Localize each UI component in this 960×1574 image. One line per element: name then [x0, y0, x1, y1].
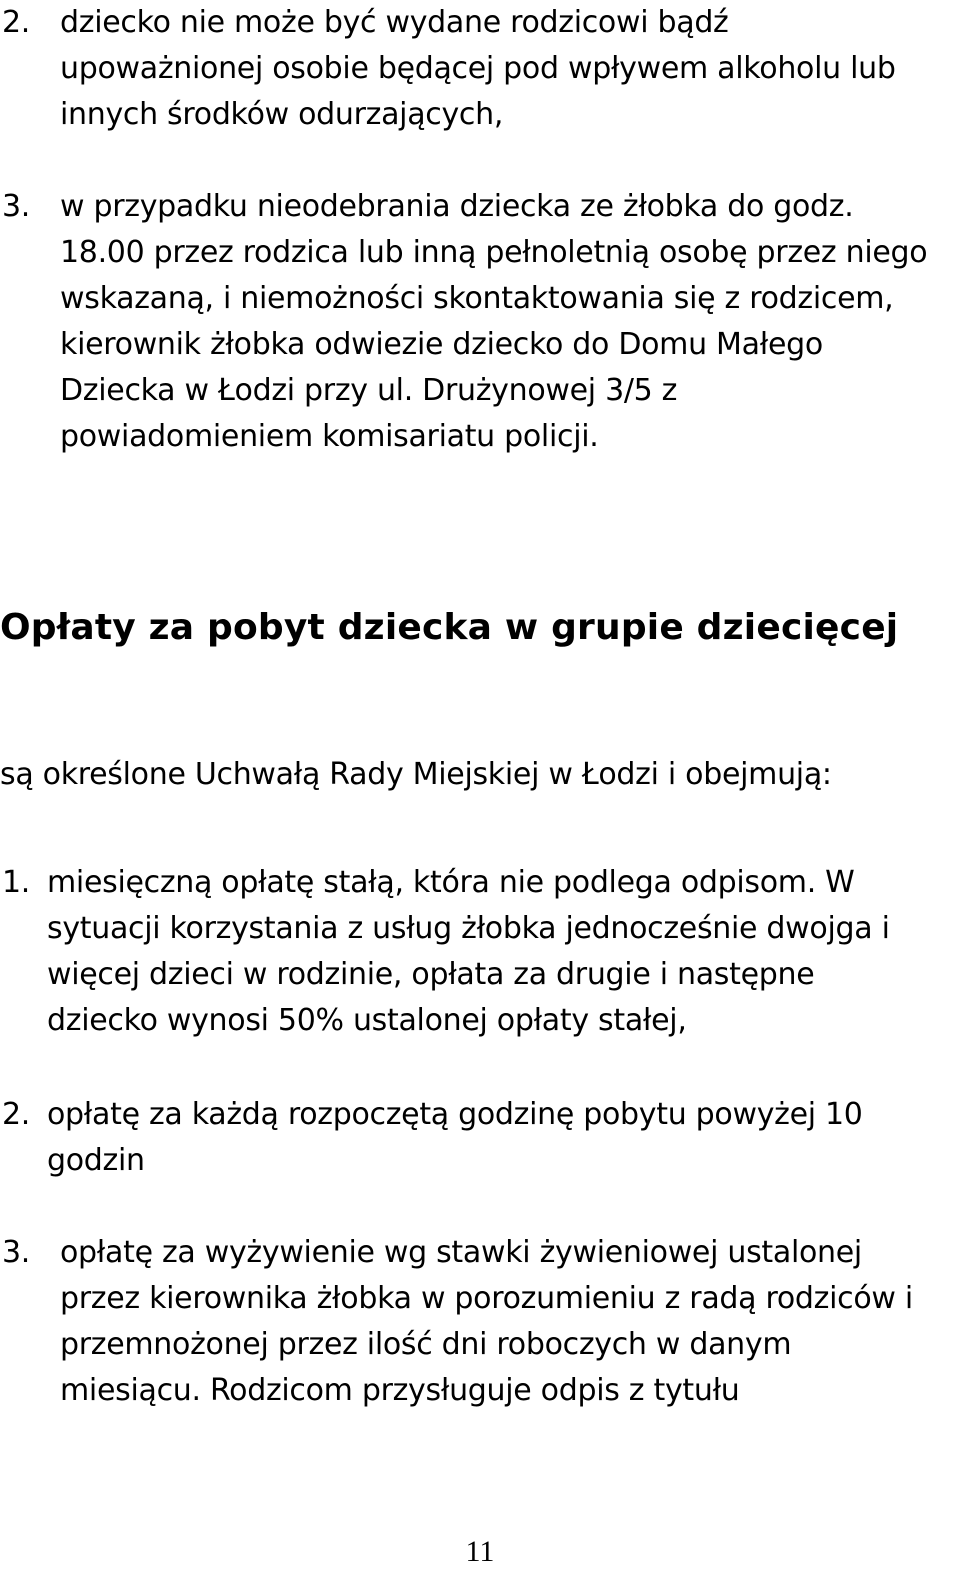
list-item — [2, 1230, 913, 1414]
text-line: upoważnionej osobie będącej pod wpływem alkoholu lub — [60, 51, 896, 86]
list-item-text — [2, 184, 927, 460]
intro-text: są określone Uchwałą Rady Miejskiej w Łodzi i obejmują: — [0, 757, 832, 792]
text-line: powiadomieniem komisariatu policji. — [60, 419, 599, 454]
text-line: sytuacji korzystania z usług żłobka jednocześnie dwojga i — [47, 911, 890, 946]
list-item — [2, 184, 927, 460]
list-item-text — [2, 1092, 863, 1184]
list-item-number: 3. — [2, 189, 31, 224]
text-line: przez kierownika żłobka w porozumieniu z radą rodziców i — [60, 1281, 913, 1316]
text-line: wskazaną, i niemożności skontaktowania się z rodzicem, — [60, 281, 894, 316]
list-item-number: 2. — [2, 1097, 31, 1132]
text-line: miesiącu. Rodzicom przysługuje odpis z tytułu — [60, 1373, 740, 1408]
text-line: Dziecka w Łodzi przy ul. Drużynowej 3/5 z — [60, 373, 678, 408]
list-item-number: 3. — [2, 1235, 31, 1270]
text-line: opłatę za każdą rozpoczętą godzinę pobytu powyżej 10 — [47, 1097, 863, 1132]
list-item-text — [2, 1230, 913, 1414]
text-line: w przypadku nieodebrania dziecka ze żłobka do godz. — [60, 189, 854, 224]
text-line: więcej dzieci w rodzinie, opłata za drugie i następne — [47, 957, 815, 992]
page-number: 11 — [465, 1535, 495, 1568]
list-item — [2, 860, 890, 1044]
list-item — [2, 0, 896, 138]
text-line: dziecko nie może być wydane rodzicowi bądź — [60, 5, 729, 40]
list-item-text — [2, 0, 896, 138]
text-line: innych środków odurzających, — [60, 97, 504, 132]
list-item-number: 2. — [2, 5, 31, 40]
list-item-text — [2, 860, 890, 1044]
text-line: dziecko wynosi 50% ustalonej opłaty stałej, — [47, 1003, 687, 1038]
section-heading: Opłaty za pobyt dziecka w grupie dziecięcej — [0, 607, 899, 648]
text-line: opłatę za wyżywienie wg stawki żywieniowej ustalonej — [60, 1235, 862, 1270]
text-line: przemnożonej przez ilość dni roboczych w danym — [60, 1327, 792, 1362]
list-item-number: 1. — [2, 865, 31, 900]
text-line: kierownik żłobka odwiezie dziecko do Domu Małego — [60, 327, 823, 362]
list-item — [2, 1092, 863, 1184]
text-line: miesięczną opłatę stałą, która nie podlega odpisom. W — [47, 865, 855, 900]
text-line: godzin — [47, 1143, 145, 1178]
text-line: 18.00 przez rodzica lub inną pełnoletnią osobę przez niego — [60, 235, 928, 270]
